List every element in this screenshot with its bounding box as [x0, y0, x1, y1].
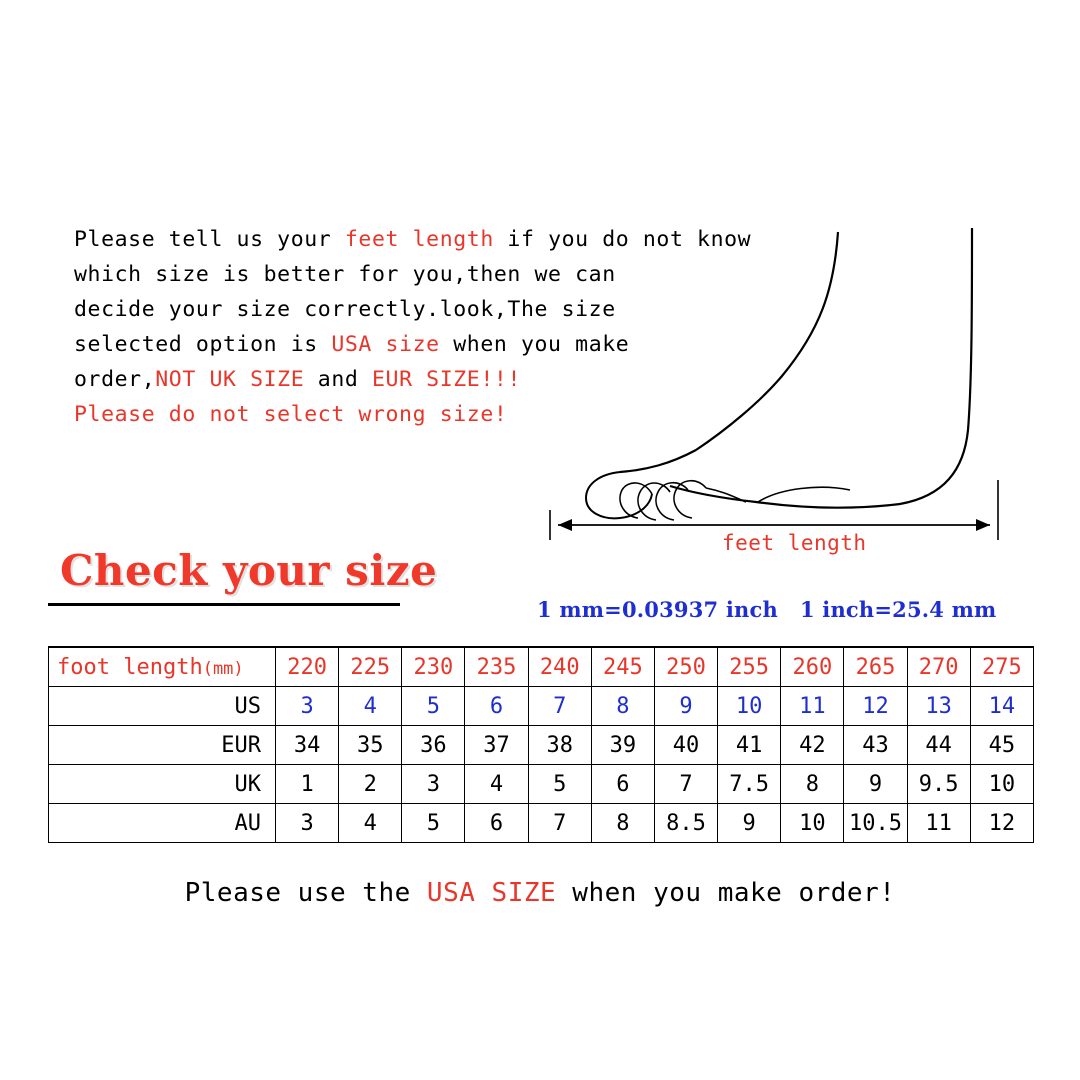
cell-us-5: 8 — [591, 687, 654, 726]
cell-us-10: 13 — [907, 687, 970, 726]
size-conversion-table — [48, 646, 1034, 843]
sole-line — [670, 486, 900, 508]
cell-footlength-10: 270 — [907, 647, 970, 687]
row-label-au: AU — [49, 804, 276, 843]
cell-us-8: 11 — [781, 687, 844, 726]
cell-au-8: 10 — [781, 804, 844, 843]
cell-au-3: 6 — [465, 804, 528, 843]
cell-eur-11: 45 — [970, 726, 1033, 765]
cell-uk-1: 2 — [339, 765, 402, 804]
cell-au-0: 3 — [276, 804, 339, 843]
cell-au-7: 9 — [718, 804, 781, 843]
cell-us-1: 4 — [339, 687, 402, 726]
intro-line-5-part-a: order, — [74, 367, 156, 392]
footer-note — [0, 878, 1080, 908]
cell-footlength-8: 260 — [781, 647, 844, 687]
leg-back-heel-line — [900, 228, 972, 504]
cell-footlength-2: 230 — [402, 647, 465, 687]
inch-to-mm-text: 1 inch=25.4 mm — [799, 597, 997, 622]
intro-not-uk-size-highlight: NOT UK SIZE — [155, 367, 305, 392]
cell-us-4: 7 — [528, 687, 591, 726]
row-label-eur: EUR — [49, 726, 276, 765]
intro-line-4-part-b: when you make — [439, 332, 630, 357]
cell-footlength-0: 220 — [276, 647, 339, 687]
cell-footlength-3: 235 — [465, 647, 528, 687]
instep-line — [620, 450, 696, 472]
toe-3 — [638, 483, 670, 520]
cell-uk-9: 9 — [844, 765, 907, 804]
footer-usa-size-highlight: USA SIZE — [426, 878, 557, 908]
intro-usa-size-highlight: USA size — [331, 332, 440, 357]
mm-to-inch-text: 1 mm=0.03937 inch — [537, 597, 778, 622]
intro-line-6: Please do not select wrong size! — [74, 402, 508, 427]
row-label-uk: UK — [49, 765, 276, 804]
intro-line-5-exclaim: !!! — [480, 367, 521, 392]
cell-au-6: 8.5 — [654, 804, 717, 843]
table-row-au — [49, 804, 1034, 843]
cell-au-9: 10.5 — [844, 804, 907, 843]
cell-us-11: 14 — [970, 687, 1033, 726]
cell-uk-10: 9.5 — [907, 765, 970, 804]
cell-footlength-4: 240 — [528, 647, 591, 687]
intro-line-1-part-b: if you do not know — [493, 227, 752, 252]
cell-eur-0: 34 — [276, 726, 339, 765]
intro-feet-length-highlight: feet length — [344, 227, 494, 252]
row-label-foot-length: foot length(mm) — [49, 647, 276, 687]
cell-uk-5: 6 — [591, 765, 654, 804]
intro-line-5-part-b: and — [304, 367, 372, 392]
cell-us-7: 10 — [718, 687, 781, 726]
leg-front-line — [696, 232, 838, 450]
table-row-uk — [49, 765, 1034, 804]
arch-line — [758, 487, 850, 502]
cell-uk-2: 3 — [402, 765, 465, 804]
foot-diagram-svg — [520, 150, 1040, 570]
intro-line-3: decide your size correctly.look,The size — [74, 297, 616, 322]
cell-footlength-7: 255 — [718, 647, 781, 687]
intro-eur-size-highlight: EUR SIZE — [372, 367, 481, 392]
cell-uk-8: 8 — [781, 765, 844, 804]
cell-eur-4: 38 — [528, 726, 591, 765]
table-row-foot-length — [49, 647, 1034, 687]
cell-eur-5: 39 — [591, 726, 654, 765]
cell-au-4: 7 — [528, 804, 591, 843]
intro-line-4-part-a: selected option is — [74, 332, 332, 357]
measure-arrow-head-left — [558, 519, 572, 531]
toe-5 — [674, 481, 706, 518]
cell-eur-8: 42 — [781, 726, 844, 765]
cell-eur-3: 37 — [465, 726, 528, 765]
cell-uk-0: 1 — [276, 765, 339, 804]
intro-line-2: which size is better for you,then we can — [74, 262, 616, 287]
cell-uk-11: 10 — [970, 765, 1033, 804]
cell-us-0: 3 — [276, 687, 339, 726]
feet-length-measure-label: feet length — [722, 531, 867, 555]
cell-footlength-1: 225 — [339, 647, 402, 687]
cell-footlength-11: 275 — [970, 647, 1033, 687]
foot-illustration — [520, 150, 1040, 570]
cell-footlength-6: 250 — [654, 647, 717, 687]
check-your-size-heading: Check your size — [60, 546, 438, 595]
cell-footlength-5: 245 — [591, 647, 654, 687]
table-row-us — [49, 687, 1034, 726]
row-label-us: US — [49, 687, 276, 726]
cell-uk-4: 5 — [528, 765, 591, 804]
intro-line-1-part-a: Please tell us your — [74, 227, 345, 252]
cell-au-2: 5 — [402, 804, 465, 843]
cell-eur-9: 43 — [844, 726, 907, 765]
footer-part-2: when you make order! — [556, 878, 896, 908]
cell-us-6: 9 — [654, 687, 717, 726]
heading-underline — [48, 603, 400, 606]
cell-eur-6: 40 — [654, 726, 717, 765]
cell-eur-10: 44 — [907, 726, 970, 765]
cell-footlength-9: 265 — [844, 647, 907, 687]
cell-au-5: 8 — [591, 804, 654, 843]
cell-eur-1: 35 — [339, 726, 402, 765]
cell-au-11: 12 — [970, 804, 1033, 843]
cell-eur-2: 36 — [402, 726, 465, 765]
row-label-unit: (mm) — [202, 658, 244, 679]
table-row-eur — [49, 726, 1034, 765]
unit-conversion-note — [537, 597, 996, 622]
cell-au-10: 11 — [907, 804, 970, 843]
cell-uk-6: 7 — [654, 765, 717, 804]
measure-arrow-head-right — [976, 519, 990, 531]
footer-part-1: Please use the — [184, 878, 427, 908]
cell-us-3: 6 — [465, 687, 528, 726]
cell-us-2: 5 — [402, 687, 465, 726]
cell-uk-7: 7.5 — [718, 765, 781, 804]
cell-us-9: 12 — [844, 687, 907, 726]
cell-au-1: 4 — [339, 804, 402, 843]
cell-uk-3: 4 — [465, 765, 528, 804]
cell-eur-7: 41 — [718, 726, 781, 765]
